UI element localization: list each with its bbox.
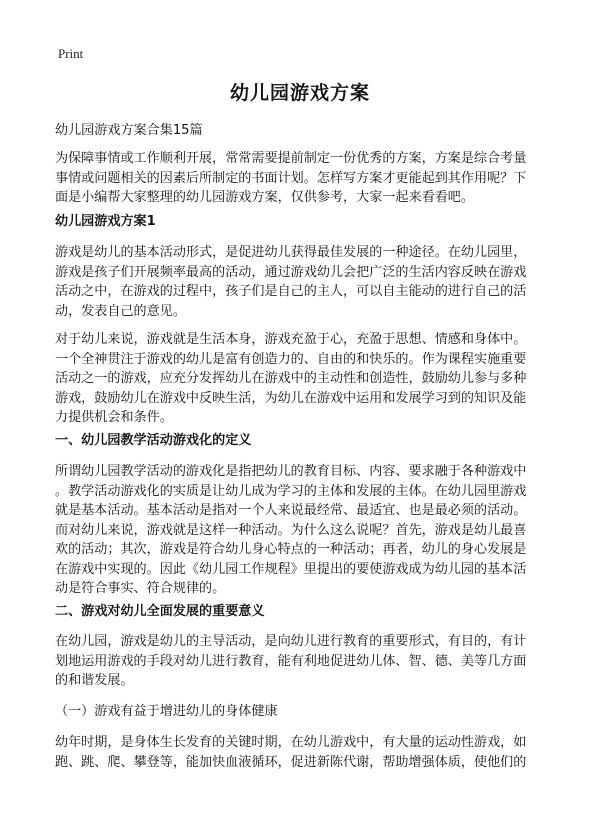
paragraph-2 (55, 330, 550, 428)
subtitle-line: 幼儿园游戏方案合集15篇 (55, 123, 203, 138)
text-line: 划地运用游戏的手段对幼儿进行教育，能有利地促进幼儿体、智、德、美等几方面 (55, 653, 527, 669)
text-line: 事情或问题相关的因素后所制定的书面计划。怎样写方案才更能起到其作用呢？下 (55, 170, 527, 186)
text-line: 所谓幼儿园教学活动的游戏化是指把幼儿的教育目标、内容、要求融于各种游戏中 (55, 464, 527, 479)
text-line: 游戏，鼓励幼儿在游戏中反映生活，为幼儿在游戏中运用和发展学习到的知识及能 (55, 390, 527, 406)
text-line: 动是符合事实、符合规律的。 (55, 581, 226, 596)
heading-two (55, 602, 550, 622)
text-line: 动，发表自己的意见。 (55, 303, 186, 319)
print-link[interactable]: Print (58, 46, 84, 61)
paragraph-5 (55, 733, 550, 772)
text-line: 的和谐发展。 (55, 673, 134, 688)
subheading-one (55, 702, 550, 722)
text-line: 面是小编帮大家整理的幼儿园游戏方案，仅供参考，大家一起来看看吧。 (55, 190, 474, 205)
document-subtitle (55, 121, 550, 141)
section-heading-text: 幼儿园游戏方案1 (55, 214, 156, 229)
paragraph-4 (55, 632, 550, 691)
document-title: 幼儿园游戏方案 (229, 82, 370, 104)
text-line: 就是基本活动。基本活动是指对一个人来说最经常、最适宜、也是最必须的活动。 (55, 503, 527, 518)
text-line: 欢的活动；其次，游戏是符合幼儿身心特点的一种活动；再者，幼儿的身心发展是 (55, 542, 527, 557)
text-line: 游戏是幼儿的基本活动形式，是促进幼儿获得最佳发展的一种途径。在幼儿园里， (55, 245, 527, 260)
text-line: 幼年时期，是身体生长发育的关键时期，在幼儿游戏中，有大量的运动性游戏，如 (55, 735, 527, 750)
text-line: 力提供机会和条件。 (55, 410, 173, 425)
text-line: 为保障事情或工作顺利开展，常常需要提前制定一份优秀的方案，方案是综合考量 (55, 151, 527, 166)
heading-two-text: 二、游戏对幼儿全面发展的重要意义 (55, 604, 265, 619)
text-line: 。教学活动游戏化的实质是让幼儿成为学习的主体和发展的主体。在幼儿园里游戏 (55, 483, 527, 499)
intro-paragraph (55, 149, 550, 208)
subheading-one-text: （一）游戏有益于增进幼儿的身体健康 (55, 704, 278, 719)
paragraph-1 (55, 243, 550, 321)
paragraph-3 (55, 462, 550, 599)
text-line: 游戏是孩子们开展频率最高的活动，通过游戏幼儿会把广泛的生活内容反映在游戏 (55, 264, 527, 280)
text-line: 活动之中，在游戏的过程中，孩子们是自己的主人，可以自主能动的进行自己的活 (55, 284, 527, 299)
text-line: 对于幼儿来说，游戏就是生活本身，游戏充盈于心，充盈于思想、情感和身体中。 (55, 332, 527, 347)
text-line: 活动之一的游戏，应充分发挥幼儿在游戏中的主动性和创造性，鼓励幼儿参与多种 (55, 371, 527, 386)
text-line: 而对幼儿来说，游戏就是这样一种活动。为什么这么说呢？首先，游戏是幼儿最喜 (55, 522, 527, 538)
section-heading (55, 212, 550, 232)
text-line: 在游戏中实现的。因此《幼儿园工作规程》里提出的要使游戏成为幼儿园的基本活 (55, 561, 527, 577)
text-line: 一个全神贯注于游戏的幼儿是富有创造力的、自由的和快乐的。作为课程实施重要 (55, 351, 527, 367)
heading-one (55, 431, 550, 451)
heading-one-text: 一、幼儿园教学活动游戏化的定义 (55, 433, 252, 448)
text-line: 跑、跳、爬、攀登等，能加快血液循环，促进新陈代谢，帮助增强体质，使他们的 (55, 754, 527, 770)
text-line: 在幼儿园，游戏是幼儿的主导活动，是向幼儿进行教育的重要形式，有目的，有计 (55, 634, 527, 649)
